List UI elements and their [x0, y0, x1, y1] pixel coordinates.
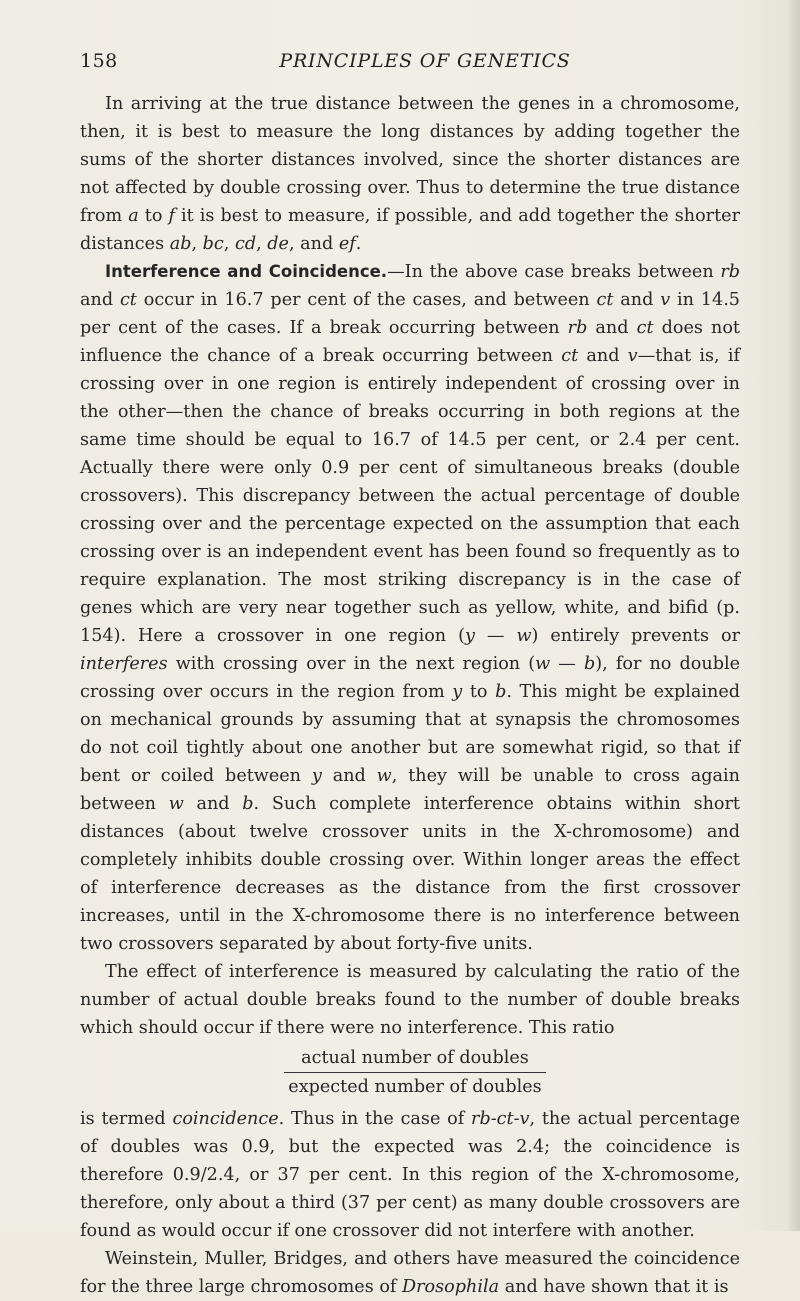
paragraph-ratio: The effect of interference is measured by calculating the ratio of the number of actual double breaks found to the number of double breaks which should occur if there were no interference. This ratio [80, 962, 740, 1038]
page-number: 158 [80, 50, 118, 72]
paragraph-coincidence: is termed coincidence. Thus in the case of rb-ct-v, the actual percentage of doubles was 0.9, but the expected was 2.4; the coincidence is therefore 0.9/2.4, or 37 per cent. In this region of the X-chromosome, therefore, only about a third (37 per cent) as many double crossovers are found as would occur if one crossover did not interfere with another. [80, 1109, 741, 1241]
fraction-denominator: expected number of doubles [288, 1077, 542, 1097]
running-head: PRINCIPLES OF GENETICS [279, 50, 571, 72]
paragraph-weinstein: Weinstein, Muller, Bridges, and others have measured the coincidence for the three large chromosomes of Drosophila and have shown that it is [80, 1249, 740, 1297]
fraction-numerator: actual number of doubles [284, 1046, 545, 1073]
coincidence-formula [80, 1046, 740, 1099]
section-heading: Interference and Coincidence. [105, 262, 388, 281]
fraction [284, 1046, 545, 1099]
page-edge-shadow [786, 0, 800, 1231]
body-text [80, 90, 740, 1301]
page-header [80, 50, 750, 80]
paragraph-true-distance: In arriving at the true distance between the genes in a chromosome, then, it is best to measure the long distances by adding together the sums of the shorter distances involved, since the shorter distances are not affected by double crossing over. Thus to determine the true distance from a to f it is best to measure, if possible, and add together the shorter distances ab, bc, cd, de, and ef. [80, 94, 740, 254]
paragraph-interference: Interference and Coincidence.—In the above case breaks between rb and ct occur in 16.7 per cent of the cases, and between ct and v in 14.5 per cent of the cases. If a break occurring between rb and ct does not influence the chance of a break occurring between ct and v—that is, if crossing over in one region is entirely independent of crossing over in the other—then the chance of breaks occurring in both regions at the same time should be equal to 16.7 of 14.5 per cent, or 2.4 per cent. Actually there were only 0.9 per cent of simultaneous breaks (double crossovers). This discrepancy between the actual percentage of double crossing over and the percentage expected on the assumption that each crossing over is an independent event has been found so frequently as to require explanation. The most striking discrepancy is in the case of genes which are very near together such as yellow, white, and bifid (p. 154). Here a crossover in one region (y — w) entirely prevents or interferes with crossing over in the next region (w — b), for no double crossing over occurs in the region from y to b. This might be explained on mechanical grounds by assuming that at synapsis the chromosomes do not coil tightly about one another but are somewhat rigid, so that if bent or coiled between y and w, they will be unable to cross again between w and b. Such complete interference obtains within short distances (about twelve crossover units in the X-chromosome) and completely inhibits double crossing over. Within longer areas the effect of interference decreases as the distance from the first crossover increases, until in the X-chromosome there is no interference between two crossovers separated by about forty-five units. [80, 262, 741, 954]
